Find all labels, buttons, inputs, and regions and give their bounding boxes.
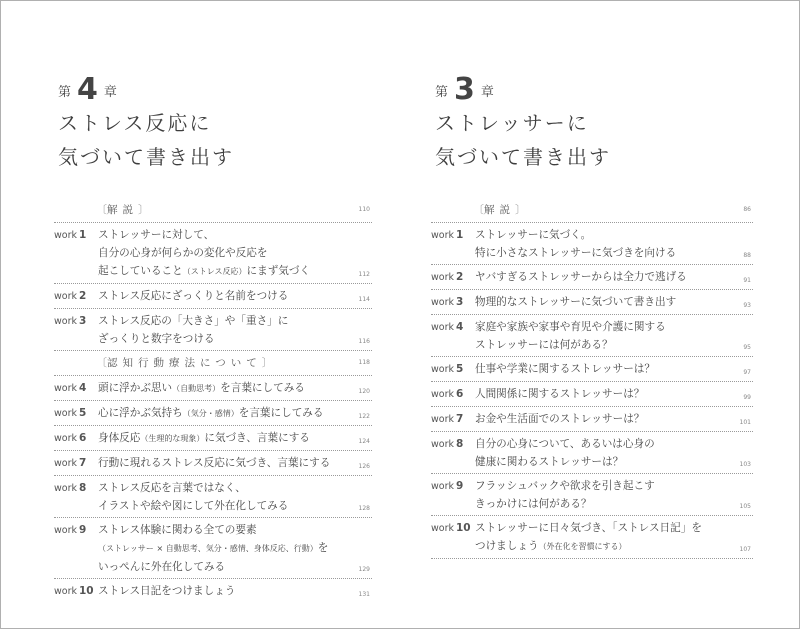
work-number: 1 [456, 229, 464, 241]
toc-work-10[interactable]: work 10 ストレス日記をつけましょう 131 [54, 585, 370, 598]
chapter-heading [58, 72, 117, 107]
work-number: 1 [79, 229, 87, 241]
toc-work-3[interactable]: work 3 ストレス反応の「大きさ」や「重さ」に ざっくりと数字をつける 116 [54, 309, 372, 351]
toc-work-7[interactable]: work 7 行動に現れるストレス反応に気づき、言葉にする 126 [54, 451, 372, 476]
right-page [431, 0, 753, 627]
toc-work-1[interactable]: work 1 ストレッサーに気づく。 特に小さなストレッサーに気づきを向ける 88 [431, 223, 753, 265]
toc-work-4[interactable]: work 4 頭に浮かぶ思い（自動思考）を言葉にしてみる 120 [54, 376, 372, 401]
work-number: 4 [79, 382, 87, 394]
toc-work-10[interactable]: work 10 ストレッサーに日々気づき、「ストレス日記」を つけましょう（外在化を習慣にする） 107 [431, 516, 753, 559]
work-number: 9 [456, 480, 464, 492]
toc-work-5[interactable]: work 5 心に浮かぶ気持ち（気分・感情）を言葉にしてみる 122 [54, 401, 372, 426]
page-number: 114 [358, 296, 370, 303]
toc-work-2[interactable]: work 2 ヤバすぎるストレッサーからは全力で逃げる 91 [431, 265, 753, 290]
toc-work-2[interactable]: work 2 ストレス反応にざっくりと名前をつける 114 [54, 284, 372, 309]
work-number: 8 [79, 482, 87, 494]
work-number: 10 [456, 522, 471, 534]
work-number: 7 [79, 457, 87, 469]
section-label: 解説 [484, 204, 515, 216]
chapter-number: 3 [454, 72, 475, 107]
chapter-prefix: 第 [58, 85, 72, 100]
toc-section-kaisetsu[interactable]: 〔解説〕 110 [54, 198, 372, 223]
toc-work-4[interactable]: work 4 家庭や家族や家事や育児や介護に関する ストレッサーには何がある？ 95 [431, 315, 753, 357]
chapter-heading [435, 72, 494, 107]
page-number: 129 [358, 566, 370, 573]
toc-section-cbt[interactable]: 〔認知行動療法について〕 118 [54, 351, 372, 376]
page-number: 128 [358, 505, 370, 512]
page-number: 116 [358, 338, 370, 345]
chapter-title-line: ストレス反応に [58, 111, 212, 135]
page-number: 99 [743, 394, 751, 401]
chapter-title-line: 気づいて書き出す [435, 145, 611, 169]
work-number: 4 [456, 321, 464, 333]
work-number: 10 [79, 585, 94, 597]
page-number: 101 [739, 419, 751, 426]
work-number: 2 [79, 290, 87, 302]
work-number: 3 [79, 315, 87, 327]
work-number: 8 [456, 438, 464, 450]
page-number: 105 [739, 503, 751, 510]
page-number: 93 [743, 302, 751, 309]
page-number: 110 [358, 206, 370, 213]
toc-work-6[interactable]: work 6 人間関係に関するストレッサーは？ 99 [431, 382, 753, 407]
chapter-title [58, 106, 234, 174]
chapter-suffix: 章 [480, 85, 494, 100]
page-number: 95 [743, 344, 751, 351]
toc-work-9[interactable]: work 9 ストレス体験に関わる全ての要素 （ストレッサー × 自動思考、気分・感情、身体反応、行動）を いっぺんに外在化してみる 129 [54, 518, 372, 579]
page-number: 126 [358, 463, 370, 470]
work-number: 6 [456, 388, 464, 400]
work-number: 9 [79, 524, 87, 536]
work-number: 7 [456, 413, 464, 425]
section-label: 解説 [107, 204, 138, 216]
work-number: 2 [456, 271, 464, 283]
page-number: 124 [358, 438, 370, 445]
work-number: 3 [456, 296, 464, 308]
toc-work-9[interactable]: work 9 フラッシュバックや欲求を引き起こす きっかけには何がある？ 105 [431, 474, 753, 516]
toc-work-6[interactable]: work 6 身体反応（生理的な現象）に気づき、言葉にする 124 [54, 426, 372, 451]
page-number: 118 [358, 359, 370, 366]
page-number: 120 [358, 388, 370, 395]
chapter-suffix: 章 [103, 85, 117, 100]
page-number: 122 [358, 413, 370, 420]
section-label: 認知行動療法について [107, 357, 262, 369]
page-number: 86 [743, 206, 751, 213]
page-number: 103 [739, 461, 751, 468]
work-number: 5 [456, 363, 464, 375]
chapter-number: 4 [77, 72, 98, 107]
work-number: 5 [79, 407, 87, 419]
page-number: 88 [743, 252, 751, 259]
page-number: 91 [743, 277, 751, 284]
toc-work-7[interactable]: work 7 お金や生活面でのストレッサーは？ 101 [431, 407, 753, 432]
page-number: 112 [358, 271, 370, 278]
toc-work-8[interactable]: work 8 ストレス反応を言葉ではなく、 イラストや絵や図にして外在化してみる 128 [54, 476, 372, 518]
toc-section-kaisetsu[interactable]: 〔解説〕 86 [431, 198, 753, 223]
chapter-title-line: ストレッサーに [435, 111, 589, 135]
toc-work-5[interactable]: work 5 仕事や学業に関するストレッサーは？ 97 [431, 357, 753, 382]
chapter-title [435, 106, 611, 174]
chapter-title-line: 気づいて書き出す [58, 145, 234, 169]
page-number: 97 [743, 369, 751, 376]
table-of-contents [431, 198, 753, 559]
page-number: 107 [739, 546, 751, 553]
toc-work-1[interactable]: work 1 ストレッサーに対して、 自分の心身が何らかの変化や反応を 起こしていること（ストレス反応）にまず気づく 112 [54, 223, 372, 284]
work-number: 6 [79, 432, 87, 444]
left-page [54, 0, 372, 627]
chapter-prefix: 第 [435, 85, 449, 100]
table-of-contents [54, 198, 372, 603]
toc-work-3[interactable]: work 3 物理的なストレッサーに気づいて書き出す 93 [431, 290, 753, 315]
page-number: 131 [358, 591, 370, 598]
toc-work-8[interactable]: work 8 自分の心身について、あるいは心身の 健康に関わるストレッサーは？ 103 [431, 432, 753, 474]
